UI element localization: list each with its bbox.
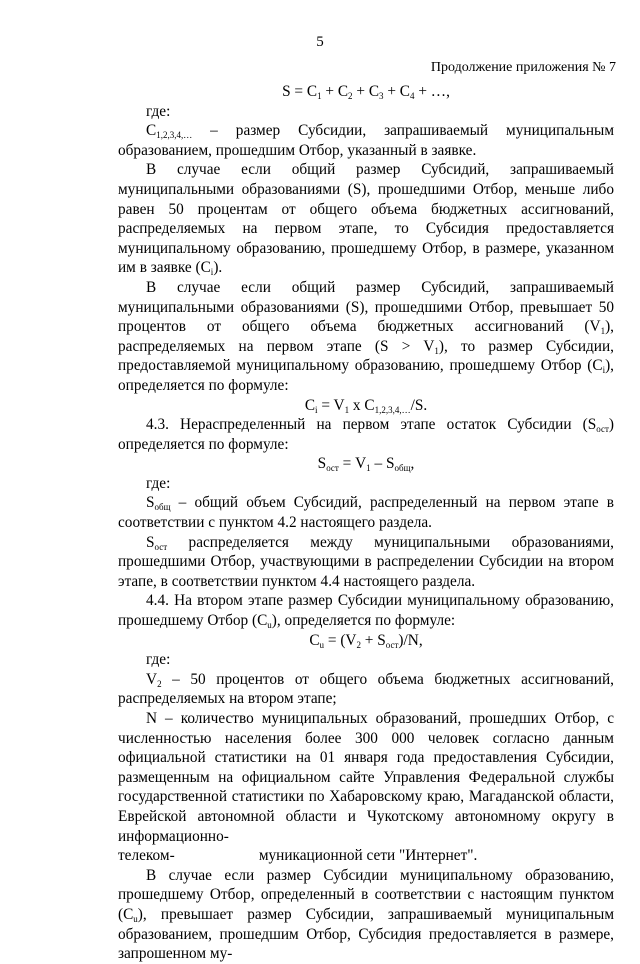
page-number: 5	[316, 34, 324, 50]
paragraph-4-3: 4.3. Нераспределенный на первом этапе остаток Субсидии $(S_{ост})$ определяется по формуле:	[118, 416, 614, 453]
definition-v2: $V_2 - 50$ процентов от общего объема бюджетных ассигнований, распределяемых на втором этапе;	[118, 670, 614, 708]
document-body	[118, 82, 614, 964]
paragraph-case-2: В случае если общий размер Субсидий, запрашиваемый муниципальными образованиями (S), прошедшими Отбор, превышает 50 процентов от общего объема бюджетных ассигнований $(V_1)$, распределяемых на первом этапе $(S > V_1)$, то размер Субсидии, предоставляемой муниципальному образованию, прошедшему Отбор $(C_i)$, определяется по формуле:	[118, 278, 614, 394]
appendix-header: Продолжение приложения № 7	[430, 60, 616, 75]
where-label: где:	[146, 651, 171, 669]
where-label: где:	[146, 474, 171, 492]
formula-sum: $S = C_1 + C_2 + C_3 + C_4$ + …,	[282, 83, 450, 101]
formula-cu: $C_u = (V_2 + S_{ост})/N$,	[309, 631, 423, 650]
definition-c: $C_{1,2,3,4,\dots}$ – размер Субсидии, запрашиваемый муниципальным образованием, прошедшим Отбор, указанный в заявке.	[118, 122, 614, 159]
definition-n: N – количество муниципальных образований, прошедших Отбор, с численностью населения более 300 000 человек согласно данным официальной статистики на 01 января года предоставления Субсидии, размещенным на официальном сайте Управления Федеральной службы государственной статистики по Хабаровскому краю, Магаданской области, Еврейской автономной области и Чукотскому автономному округу в информационно-	[118, 710, 614, 845]
where-label: где:	[146, 102, 171, 120]
formula-ci: $C_i = V_1$ x $C_{1,2,3,4,\dots}/S$.	[304, 396, 428, 415]
definition-s-ost: $S_{ост}$ распределяется между муниципальными образованиями, прошедшими Отбор, участвующими в распределении Субсидии на втором этапе, в соответствии пунктом 4.4 настоящего раздела.	[118, 533, 614, 590]
paragraph-last: В случае если размер Субсидии муниципальному образованию, прошедшему Отбор, определенный в соответствии с настоящим пунктом $(C_u)$, превышает размер Субсидии, запрашиваемый муниципальным образованием, прошедшим Отбор, Субсидия предоставляется в размере, запрошенном му-	[118, 866, 614, 963]
paragraph-4-4: 4.4. На втором этапе размер Субсидии муниципальному образованию, прошедшему Отбор $(C_u)$, определяется по формуле:	[118, 592, 614, 631]
formula-sost: $S_{ост} = V_1 - S_{общ}$,	[317, 455, 415, 474]
paragraph-case-1: В случае если общий размер Субсидий, запрашиваемый муниципальными образованиями (S), прошедшими Отбор, меньше либо равен 50 процентам от общего объема бюджетных ассигнований, распределяемых на первом этапе, то Субсидия предоставляется муниципальному образованию, прошедшему Отбор, в размере, указанном им в заявке $(C_i)$.	[118, 161, 614, 278]
definition-s-obsh: $S_{общ}$ – общий объем Субсидий, распределенный на первом этапе в соответствии с пунктом 4.2 настоящего раздела.	[118, 494, 614, 532]
definition-n-tail: телеком- муникационной сети "Интернет".	[118, 847, 478, 865]
